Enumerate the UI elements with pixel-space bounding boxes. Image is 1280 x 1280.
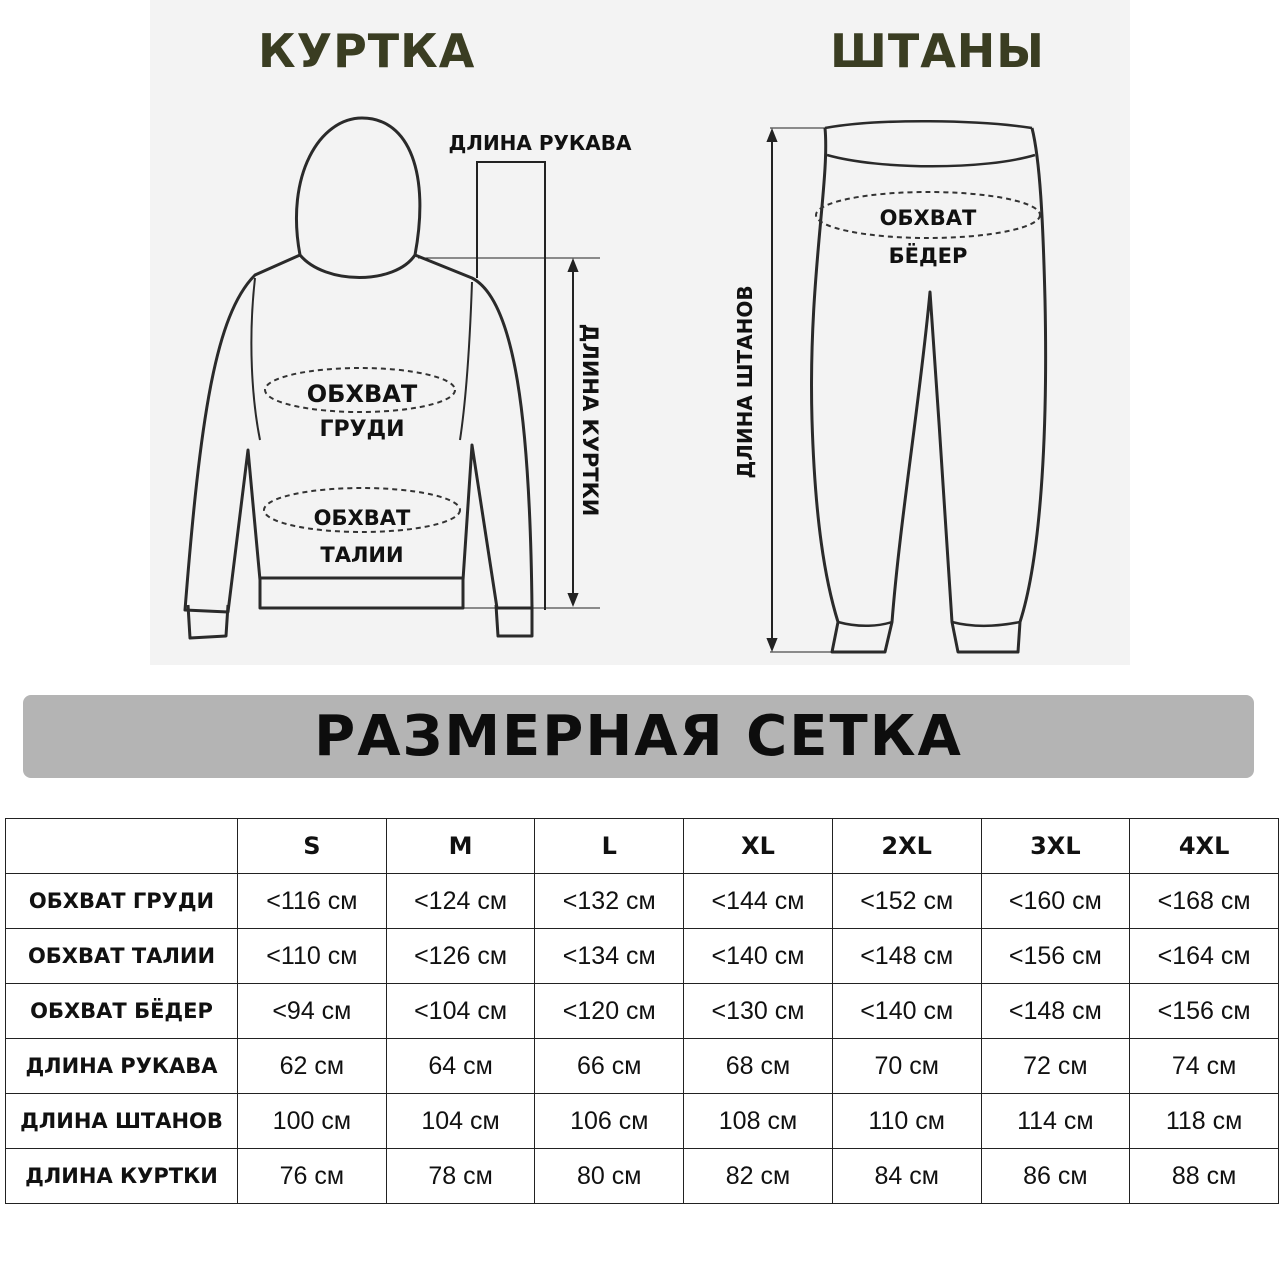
table-cell: <156 см xyxy=(981,929,1130,984)
table-cell: 104 см xyxy=(386,1094,535,1149)
pants-drawing xyxy=(812,121,1046,652)
size-header-cell: 4XL xyxy=(1130,819,1279,874)
table-cell: 118 см xyxy=(1130,1094,1279,1149)
table-cell: 108 см xyxy=(684,1094,833,1149)
table-cell: 72 см xyxy=(981,1039,1130,1094)
table-corner-cell xyxy=(6,819,238,874)
table-cell: <134 см xyxy=(535,929,684,984)
table-cell: 66 см xyxy=(535,1039,684,1094)
row-label: ДЛИНА ШТАНОВ xyxy=(6,1094,238,1149)
table-cell: <110 см xyxy=(238,929,387,984)
size-header-cell: XL xyxy=(684,819,833,874)
row-label: ОБХВАТ ТАЛИИ xyxy=(6,929,238,984)
waist-label-line1: ОБХВАТ xyxy=(313,506,411,530)
table-cell: 76 см xyxy=(238,1149,387,1204)
table-cell: 84 см xyxy=(832,1149,981,1204)
jacket-hood-outline xyxy=(296,118,419,278)
table-cell: 86 см xyxy=(981,1149,1130,1204)
table-cell: <140 см xyxy=(832,984,981,1039)
size-header-cell: 2XL xyxy=(832,819,981,874)
size-header-cell: 3XL xyxy=(981,819,1130,874)
table-cell: <120 см xyxy=(535,984,684,1039)
table-cell: <130 см xyxy=(684,984,833,1039)
table-cell: 100 см xyxy=(238,1094,387,1149)
table-cell: 88 см xyxy=(1130,1149,1279,1204)
table-cell: <164 см xyxy=(1130,929,1279,984)
table-cell: 106 см xyxy=(535,1094,684,1149)
size-header-cell: S xyxy=(238,819,387,874)
table-cell: <160 см xyxy=(981,874,1130,929)
size-chart-title: РАЗМЕРНАЯ СЕТКА xyxy=(314,704,963,769)
sleeve-length-label: ДЛИНА РУКАВА xyxy=(448,131,632,155)
jacket-armhole-right xyxy=(460,282,472,440)
table-cell: <152 см xyxy=(832,874,981,929)
size-table xyxy=(5,818,1279,1204)
table-cell: <132 см xyxy=(535,874,684,929)
pants-waistband xyxy=(825,121,1035,166)
chest-label-line1: ОБХВАТ xyxy=(306,380,418,408)
table-cell: <104 см xyxy=(386,984,535,1039)
row-label: ОБХВАТ ГРУДИ xyxy=(6,874,238,929)
hips-label-line1: ОБХВАТ xyxy=(879,206,977,230)
table-cell: <168 см xyxy=(1130,874,1279,929)
table-cell: 68 см xyxy=(684,1039,833,1094)
table-cell: 78 см xyxy=(386,1149,535,1204)
pants-cuff-right xyxy=(952,622,1020,626)
pants-cuff-left xyxy=(838,622,892,626)
table-cell: 114 см xyxy=(981,1094,1130,1149)
table-cell: <116 см xyxy=(238,874,387,929)
table-row-waist xyxy=(6,929,1279,984)
jacket-armhole-left xyxy=(251,278,260,440)
jacket-length-label: ДЛИНА КУРТКИ xyxy=(578,323,602,517)
table-cell: <126 см xyxy=(386,929,535,984)
jacket-cuff-right xyxy=(496,605,532,636)
size-header-cell: M xyxy=(386,819,535,874)
table-cell: <124 см xyxy=(386,874,535,929)
pants-title: ШТАНЫ xyxy=(830,24,1045,78)
pants-length-label: ДЛИНА ШТАНОВ xyxy=(733,285,757,479)
jacket-title: КУРТКА xyxy=(258,24,476,78)
table-row-hips xyxy=(6,984,1279,1039)
table-cell: <148 см xyxy=(832,929,981,984)
table-cell: 74 см xyxy=(1130,1039,1279,1094)
table-cell: 80 см xyxy=(535,1149,684,1204)
table-cell: <144 см xyxy=(684,874,833,929)
table-cell: 110 см xyxy=(832,1094,981,1149)
table-cell: <148 см xyxy=(981,984,1130,1039)
table-row-pants-length xyxy=(6,1094,1279,1149)
waist-label-line2: ТАЛИИ xyxy=(320,543,404,567)
table-row-sleeve xyxy=(6,1039,1279,1094)
table-cell: 62 см xyxy=(238,1039,387,1094)
table-cell: <156 см xyxy=(1130,984,1279,1039)
table-row-chest xyxy=(6,874,1279,929)
table-cell: 70 см xyxy=(832,1039,981,1094)
row-label: ДЛИНА КУРТКИ xyxy=(6,1149,238,1204)
hips-label-line2: БЁДЕР xyxy=(888,244,968,268)
row-label: ОБХВАТ БЁДЕР xyxy=(6,984,238,1039)
size-header-cell: L xyxy=(535,819,684,874)
jacket-length-marker xyxy=(418,258,600,608)
table-row-jacket-length xyxy=(6,1149,1279,1204)
table-cell: <94 см xyxy=(238,984,387,1039)
table-cell: <140 см xyxy=(684,929,833,984)
size-chart-banner xyxy=(23,695,1254,778)
table-cell: 82 см xyxy=(684,1149,833,1204)
row-label: ДЛИНА РУКАВА xyxy=(6,1039,238,1094)
chest-label-line2: ГРУДИ xyxy=(319,417,405,442)
size-header-row xyxy=(6,819,1279,874)
table-cell: 64 см xyxy=(386,1039,535,1094)
